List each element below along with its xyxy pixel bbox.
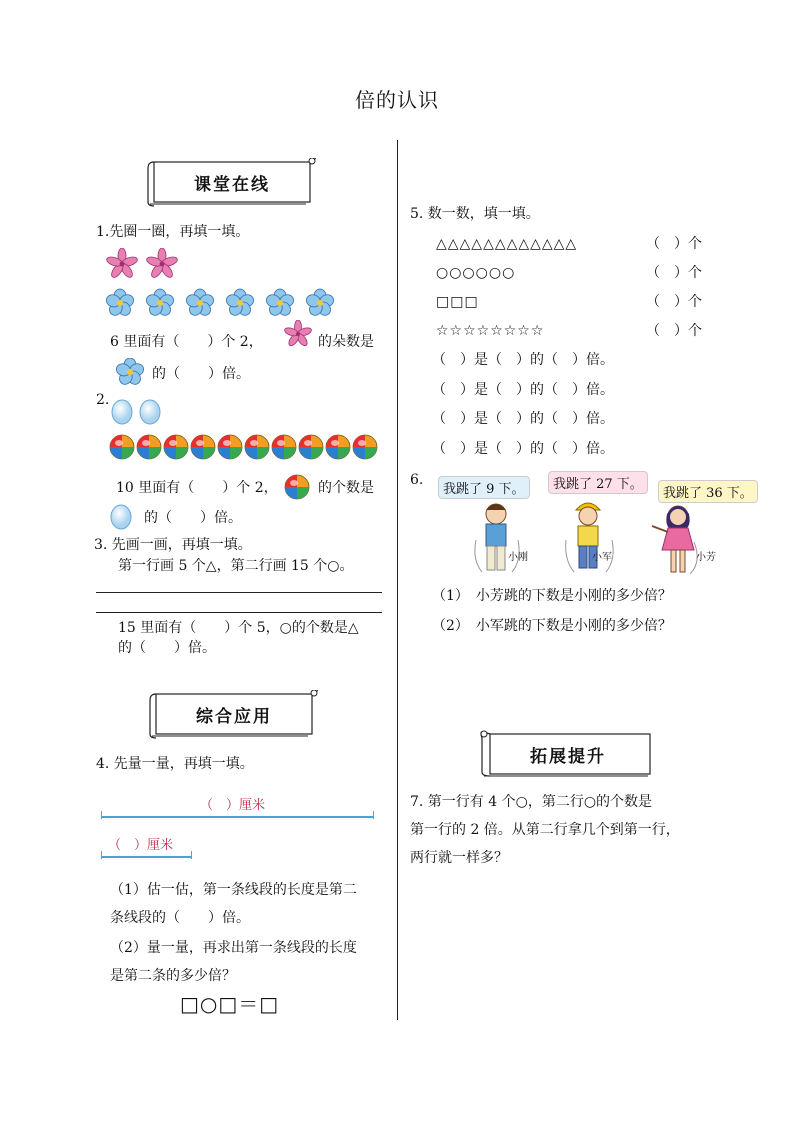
segment-2 bbox=[102, 856, 192, 858]
ice-ball-icon bbox=[106, 502, 136, 532]
q5-shapes-1: △△△△△△△△△△△△ bbox=[436, 236, 578, 252]
q7-line1: 7. 第一行有 4 个○，第二行○的个数是 bbox=[410, 794, 653, 810]
colorful-balls-icon bbox=[108, 432, 388, 462]
section-banner-classroom bbox=[146, 158, 318, 202]
speech-bubble-3: 我跳了 36 下。 bbox=[658, 480, 758, 503]
pink-flowers-icon bbox=[106, 248, 186, 280]
q5-fill-4: （ ）是（ ）的（ ）倍。 bbox=[432, 441, 614, 457]
segment1-label: （ ）厘米 bbox=[200, 798, 266, 813]
q2-line1b: 的个数是 bbox=[318, 480, 374, 496]
q3-prompt: 3. 先画一画，再填一填。 bbox=[94, 537, 252, 553]
q2-line1a: 10 里面有（ ）个 2， bbox=[116, 480, 278, 496]
segment2-label: （ ）厘米 bbox=[108, 838, 174, 853]
name-label-2: 小军 bbox=[592, 552, 612, 563]
q6-number: 6. bbox=[410, 472, 424, 488]
q6-sub1: （1） 小芳跳的下数是小刚的多少倍？ bbox=[432, 588, 672, 604]
q1-prompt: 1.先圈一圈，再填一填。 bbox=[96, 224, 250, 240]
speech-bubble-1: 我跳了 9 下。 bbox=[438, 476, 530, 499]
q4-sub1b: 条线段的（ ）倍。 bbox=[110, 910, 250, 926]
girl-xiaofang-icon bbox=[648, 502, 708, 578]
section-banner-extension bbox=[480, 730, 656, 774]
pink-flower-icon bbox=[282, 320, 314, 348]
q1-line1a: 6 里面有（ ）个 2， bbox=[110, 334, 263, 350]
segment1-tick-left bbox=[101, 811, 102, 819]
q7-line3: 两行就一样多？ bbox=[410, 850, 508, 866]
q5-fill-1: （ ）是（ ）的（ ）倍。 bbox=[432, 352, 614, 368]
q4-sub2a: （2）量一量，再求出第一条线段的长度 bbox=[110, 940, 357, 956]
section-title: 综合应用 bbox=[196, 707, 272, 727]
q5-fill-3: （ ）是（ ）的（ ）倍。 bbox=[432, 411, 614, 427]
boy-xiaojun-icon bbox=[562, 496, 622, 576]
speech-bubble-2: 我跳了 27 下。 bbox=[548, 471, 648, 494]
q5-shapes-2: ○○○○○○ bbox=[436, 265, 516, 281]
q3-instruction: 第一行画 5 个△，第二行画 15 个○。 bbox=[118, 558, 354, 574]
page-title: 倍的认识 bbox=[355, 88, 439, 112]
answer-line-2 bbox=[96, 612, 382, 613]
q6-sub2: （2） 小军跳的下数是小刚的多少倍？ bbox=[432, 618, 672, 634]
name-label-3: 小芳 bbox=[696, 552, 716, 563]
boy-xiaogang-icon bbox=[470, 500, 530, 576]
q5-prompt: 5. 数一数，填一填。 bbox=[410, 206, 540, 222]
q4-sub1a: （1）估一估，第一条线段的长度是第二 bbox=[110, 882, 357, 898]
section-banner-applied bbox=[148, 690, 320, 734]
q5-shapes-3: □□□ bbox=[436, 294, 479, 310]
segment1-tick-right bbox=[373, 811, 374, 819]
section-title: 课堂在线 bbox=[194, 175, 270, 195]
q3-line1: 15 里面有（ ）个 5，○的个数是△ bbox=[118, 620, 359, 636]
q3-line2: 的（ ）倍。 bbox=[118, 640, 216, 656]
q2-number: 2. bbox=[96, 392, 110, 408]
q4-sub2b: 是第二条的多少倍？ bbox=[110, 968, 236, 984]
section-title: 拓展提升 bbox=[530, 747, 606, 767]
q1-line2: 的（ ）倍。 bbox=[152, 366, 250, 382]
segment2-tick-right bbox=[191, 851, 192, 859]
column-divider bbox=[397, 140, 398, 1020]
q5-fill-2: （ ）是（ ）的（ ）倍。 bbox=[432, 382, 614, 398]
q5-blank-2: （ ）个 bbox=[646, 265, 702, 281]
q5-shapes-4: ☆☆☆☆☆☆☆☆ bbox=[436, 323, 545, 339]
q1-line1b: 的朵数是 bbox=[318, 334, 374, 350]
blue-flower-icon bbox=[114, 358, 146, 386]
q4-prompt: 4. 先量一量，再填一填。 bbox=[96, 756, 254, 772]
q5-blank-4: （ ）个 bbox=[646, 323, 702, 339]
segment2-tick-left bbox=[101, 851, 102, 859]
q7-line2: 第一行的 2 倍。从第二行拿几个到第一行， bbox=[410, 822, 680, 838]
colorful-ball-icon bbox=[282, 472, 312, 502]
name-label-1: 小刚 bbox=[508, 552, 528, 563]
ice-balls-icon bbox=[108, 398, 168, 426]
q2-line2: 的（ ）倍。 bbox=[144, 510, 242, 526]
q4-formula: □○□＝□ bbox=[180, 992, 280, 1016]
q5-blank-1: （ ）个 bbox=[646, 236, 702, 252]
answer-line-1 bbox=[96, 592, 382, 593]
blue-flowers-icon bbox=[104, 287, 344, 319]
q5-blank-3: （ ）个 bbox=[646, 294, 702, 310]
segment-1 bbox=[102, 816, 374, 818]
